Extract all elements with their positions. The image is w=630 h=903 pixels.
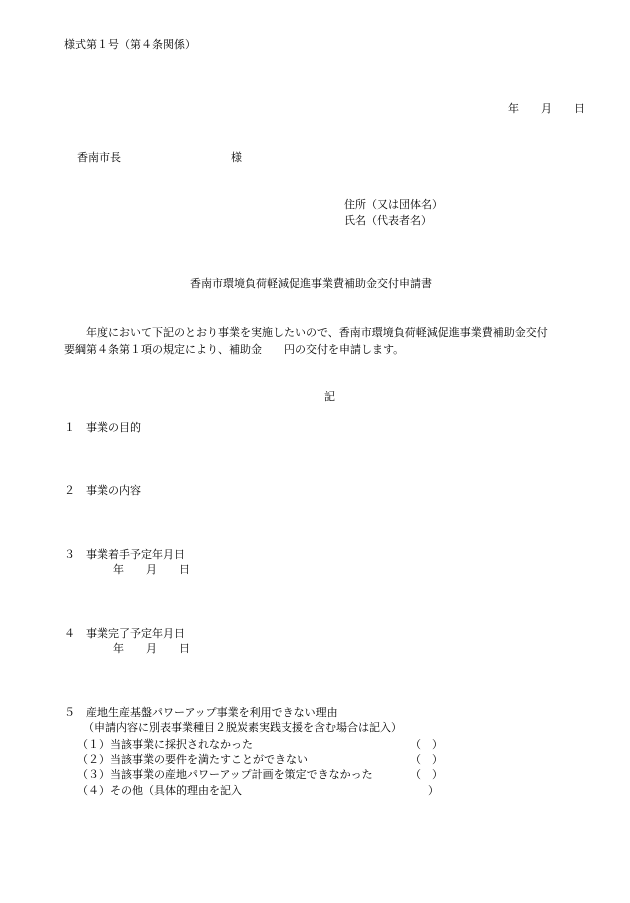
item-3-date: 年 月 日	[113, 563, 190, 576]
reason-2-mark: （ ）	[410, 753, 443, 766]
reason-1-mark: （ ）	[410, 738, 443, 751]
item-5-note: （申請内容に別表事業種目２脱炭素実践支援を含む場合は記入）	[83, 721, 402, 734]
ki-heading: 記	[324, 390, 335, 403]
item-5-label: ５ 産地生産基盤パワーアップ事業を利用できない理由	[64, 706, 338, 719]
item-4-date: 年 月 日	[113, 642, 190, 655]
item-4-label: ４ 事業完了予定年月日	[64, 627, 185, 640]
applicant-name: 氏名（代表者名）	[344, 214, 432, 227]
page-title: 香南市環境負荷軽減促進事業費補助金交付申請書	[190, 277, 432, 290]
form-number: 様式第１号（第４条関係）	[64, 38, 196, 51]
reason-3-text: （３）当該事業の産地パワーアップ計画を策定できなかった	[77, 768, 373, 781]
reason-4-text: （４）その他（具体的理由を記入	[77, 784, 242, 797]
addressee: 香南市長 様	[77, 151, 242, 164]
reason-1-text: （１）当該事業に採択されなかった	[77, 738, 253, 751]
reason-3-mark: （ ）	[410, 768, 443, 781]
item-1-label: １ 事業の目的	[64, 421, 141, 434]
date-line: 年 月 日	[508, 102, 585, 115]
reason-4-mark: ）	[428, 784, 439, 797]
reason-2-text: （２）当該事業の要件を満たすことができない	[77, 753, 308, 766]
item-3-label: ３ 事業着手予定年月日	[64, 548, 185, 561]
item-2-label: ２ 事業の内容	[64, 484, 141, 497]
applicant-address: 住所（又は団体名）	[344, 198, 443, 211]
body-line-1: 年度において下記のとおり事業を実施したいので、香南市環境負荷軽減促進事業費補助金交付	[64, 326, 548, 339]
body-line-2: 要綱第４条第１項の規定により、補助金 円の交付を申請します。	[64, 343, 405, 356]
